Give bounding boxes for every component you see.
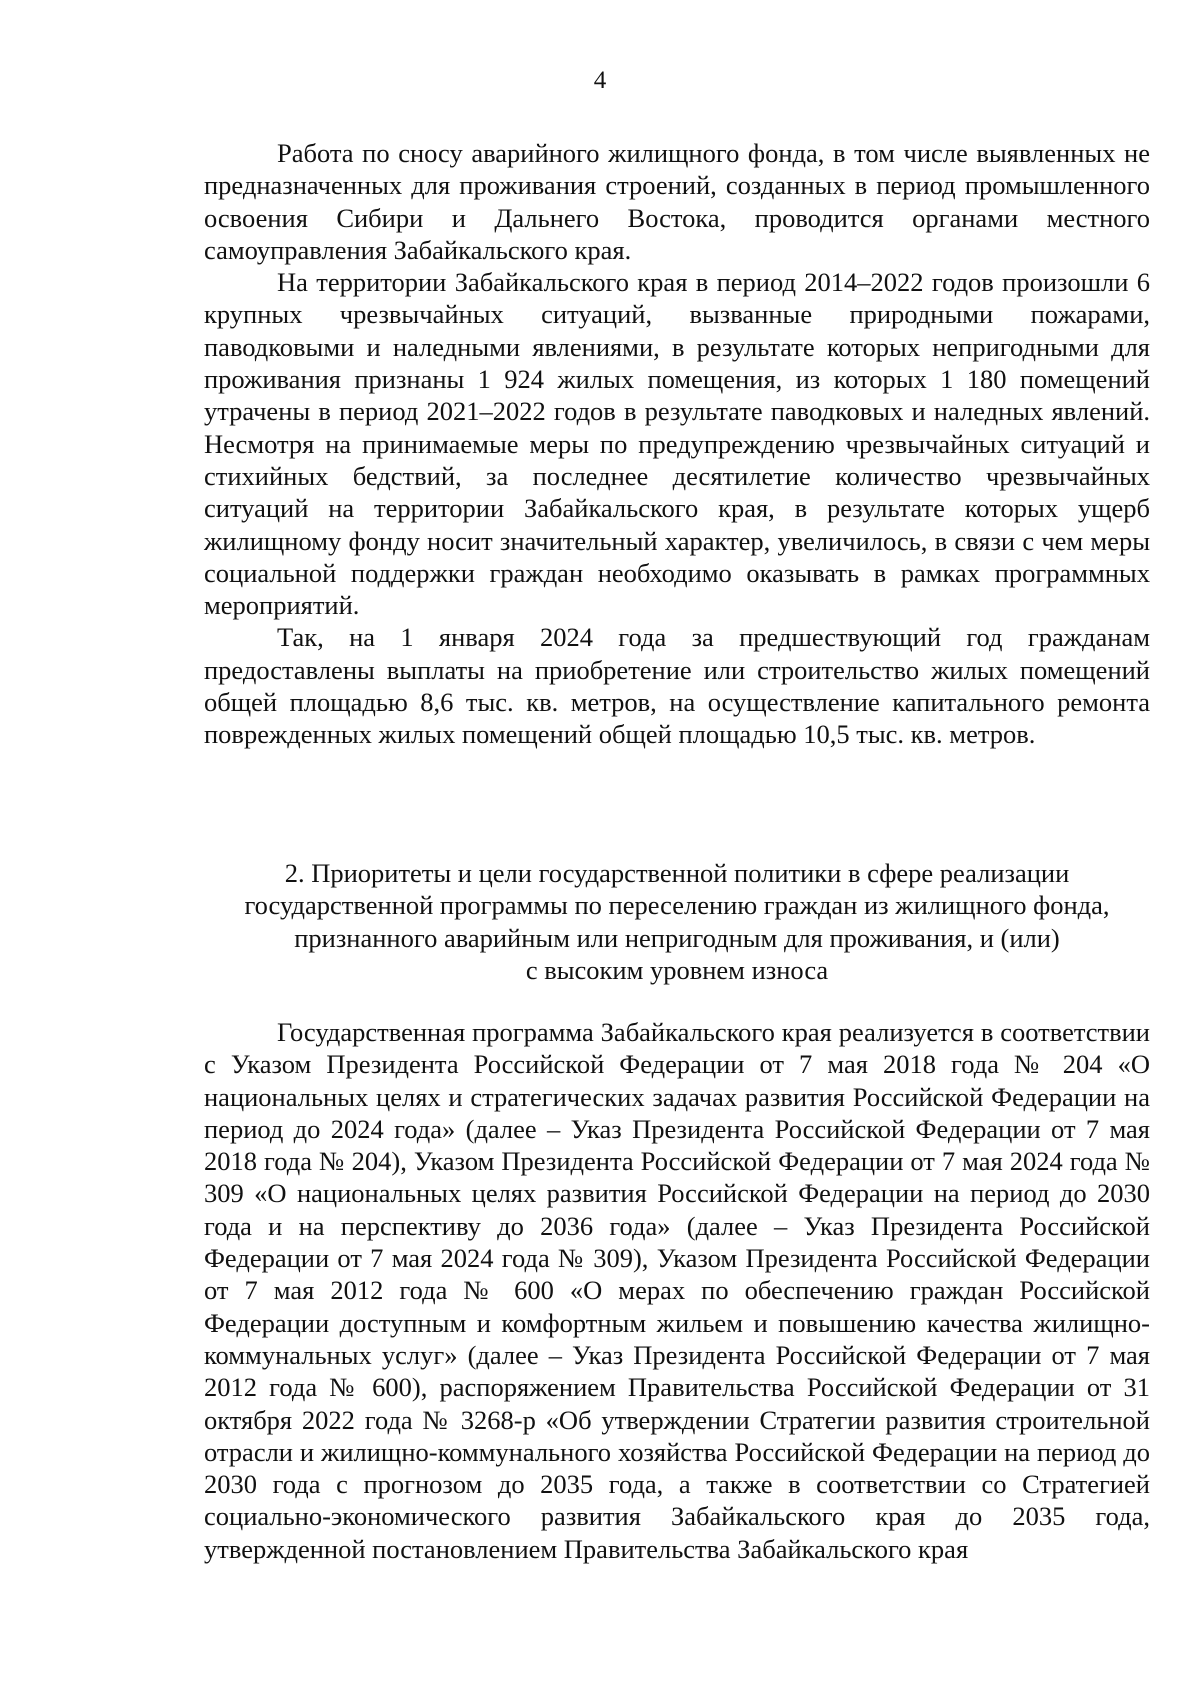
page-number: 4	[593, 67, 607, 94]
paragraph-demolition: Работа по сносу аварийного жилищного фонда, в том числе выявленных не предназначенных для проживания строений, созданных в период промышленного освоения Сибири и Дальнего Востока, проводится органами местного самоуправления Забайкальского края.	[204, 138, 1150, 265]
paragraph-emergencies: На территории Забайкальского края в период 2014–2022 годов произошли 6 крупных чрезвычайных ситуаций, вызванные природными пожарами, паводковыми и наледными явлениями, в результате которых непригодными для проживания признаны 1 924 жилых помещения, из которых 1 180 помещений утрачены в период 2021–2022 годов в результате паводковых и наледных явлений. Несмотря на принимаемые меры по предупреждению чрезвычайных ситуаций и стихийных бедствий, за последнее десятилетие количество чрезвычайных ситуаций на территории Забайкальского края, в результате которых ущерб жилищному фонду носит значительный характер, увеличилось, в связи с чем меры социальной поддержки граждан необходимо оказывать в рамках программных мероприятий.	[204, 267, 1150, 621]
paragraph-program-basis: Государственная программа Забайкальского края реализуется в соответствии с Указом Президента Российской Федерации от 7 мая 2018 года № 204 «О национальных целях и стратегических задачах развития Российской Федерации на период до 2024 года» (далее – Указ Президента Российской Федерации от 7 мая 2018 года № 204), Указом Президента Российской Федерации от 7 мая 2024 года № 309 «О национальных целях развития Российской Федерации на период до 2030 года и на перспективу до 2036 года» (далее – Указ Президента Российской Федерации от 7 мая 2024 года № 309), Указом Президента Российской Федерации от 7 мая 2012 года № 600 «О мерах по обеспечению граждан Российской Федерации доступным и комфортным жильем и повышению качества жилищно-коммунальных услуг» (далее – Указ Президента Российской Федерации от 7 мая 2012 года № 600), распоряжением Правительства Российской Федерации от 31 октября 2022 года № 3268-р «Об утверждении Стратегии развития строительной отрасли и жилищно-коммунального хозяйства Российской Федерации на период до 2030 года с прогнозом до 2035 года, а также в соответствии со Стратегией социально-экономического развития Забайкальского края до 2035 года, утвержденной постановлением Правительства Забайкальского края	[204, 1017, 1150, 1564]
section-heading-line-3: признанного аварийным или непригодным для проживания, и (или)	[294, 922, 1060, 953]
body-text-bottom	[204, 1016, 1150, 1565]
section-heading-line-2: государственной программы по переселению граждан из жилищного фонда,	[244, 890, 1110, 921]
section-heading	[204, 857, 1150, 986]
section-heading-line-1: 2. Приоритеты и цели государственной политики в сфере реализации	[284, 858, 1070, 888]
body-text-top	[204, 137, 1150, 751]
section-heading-line-4: с высоким уровнем износа	[525, 954, 829, 985]
paragraph-payments: Так, на 1 января 2024 года за предшествующий год гражданам предоставлены выплаты на приобретение или строительство жилых помещений общей площадью 8,6 тыс. кв. метров, на осуществление капитального ремонта поврежденных жилых помещений общей площадью 10,5 тыс. кв. метров.	[204, 622, 1150, 750]
